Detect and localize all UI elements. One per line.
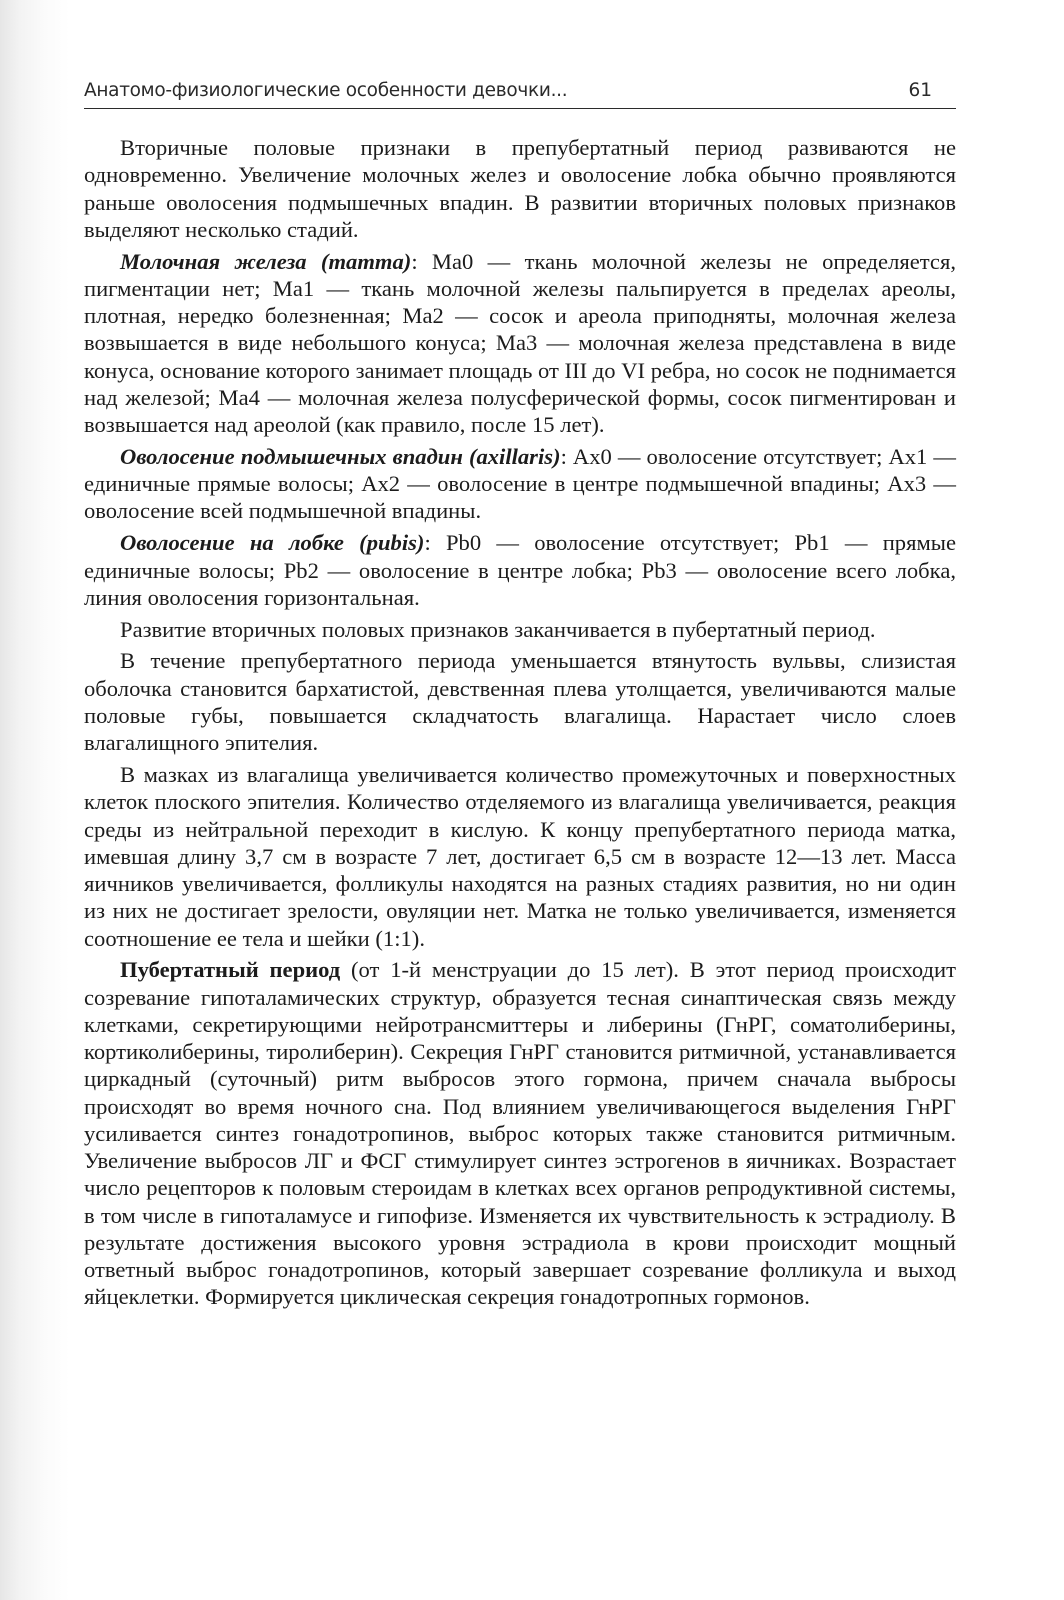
paragraph-intro	[84, 134, 956, 243]
main-text	[84, 134, 956, 1315]
paragraph-pubertal	[84, 956, 956, 1310]
paragraph-text: Вторичные половые признаки в препубертатный период развиваются не одновременно. Увеличение молочных желез и оволосение лобка обычно проявляются раньше оволосения подмышечных впадин. В развитии вторичных половых признаков выделяют несколько стадий.	[84, 135, 956, 242]
paragraph-text: : Pb0 — оволосение отсутствует; Pb1 — прямые единичные волосы; Pb2 — оволосение в центре лобка; Pb3 — оволосение всего лобка, линия оволосения горизонтальная.	[84, 530, 956, 610]
paragraph-text: : Ax0 — оволосение отсутствует; Ax1 — единичные прямые волосы; Ax2 — оволосение в центре подмышечной впадины; Ax3 — оволосение всей подмышечной впадины.	[84, 443, 956, 524]
paragraph-text: В мазках из влагалища увеличивается количество промежуточных и поверхностных клеток плоского эпителия. Количество отделяемого из влагалища увеличивается, реакция среды из нейтральной переходит в кислую. К концу препубертатного периода матка, имевшая длину 3,7 см в возрасте 7 лет, достигает 6,5 см в возрасте 12—13 лет. Масса яичников увеличивается, фолликулы находятся на разных стадиях развития, но ни один из них не достигает зрелости, овуляции нет. Матка не только увеличивается, изменяется соотношение ее тела и шейки (1:1).	[84, 762, 956, 951]
paragraph-axillaris	[84, 443, 956, 525]
term-mamma: Молочная железа (mamma)	[120, 248, 412, 274]
paragraph-completion	[84, 616, 956, 643]
paragraph-mamma	[84, 248, 956, 439]
running-title: Анатомо-физиологические особенности девочки...	[84, 80, 568, 101]
paragraph-vulva	[84, 647, 956, 756]
paragraph-smears	[84, 761, 956, 952]
paragraph-text: : Ma0 — ткань молочной железы не определяется, пигментации нет; Ma1 — ткань молочной железы пальпируется в пределах ареолы, плотная, нередко болезненная; Ma2 — сосок и ареола приподняты, молочная железа возвышается в виде небольшого конуса; Ma3 — молочная железа представлена в виде конуса, основание которого занимает площадь от III до VI ребра, но сосок не поднимается над железой; Ma4 — молочная железа полусферической формы, сосок пигментирован и возвышается над ареолой (как правило, после 15 лет).	[84, 248, 956, 438]
paragraph-text: В течение препубертатного периода уменьшается втянутость вульвы, слизистая оболочка становится бархатистой, девственная плева утолщается, увеличиваются малые половые губы, повышается складчатость влагалища. Нарастает число слоев влагалищного эпителия.	[84, 648, 956, 756]
term-pubis: Оволосение на лобке (pubis)	[120, 530, 425, 556]
paragraph-pubis	[84, 529, 956, 611]
page-number: 61	[908, 80, 932, 101]
running-header	[84, 76, 956, 109]
paragraph-text: Развитие вторичных половых признаков заканчивается в пубертатный период.	[120, 616, 876, 642]
paragraph-text: (от 1-й менструации до 15 лет). В этот период происходит созревание гипоталамических структур, образуется тесная синаптическая связь между клетками, секретирующими нейротрансмиттеры и либерины (ГнРГ, соматолиберины, кортиколиберины, тиролиберин). Секреция ГнРГ становится ритмичной, устанавливается циркадный (суточный) ритм выбросов этого гормона, причем сначала выбросы происходят во время ночного сна. Под влиянием увеличивающегося выделения ГнРГ усиливается синтез гонадотропинов, выброс которых также становится ритмичным. Увеличение выбросов ЛГ и ФСГ стимулирует синтез эстрогенов в яичниках. Возрастает число рецепторов к половым стероидам в клетках всех органов репродуктивной системы, в том числе в гипоталамусе и гипофизе. Изменяется их чувствительность к эстрадиолу. В результате достижения высокого уровня эстрадиола в крови происходит мощный ответный выброс гонадотропинов, который завершает созревание фолликула и выход яйцеклетки. Формируется циклическая секреция гонадотропных гормонов.	[84, 957, 956, 1310]
term-pubertal-period: Пубертатный период	[120, 957, 341, 983]
term-axillaris: Оволосение подмышечных впадин (axillaris)	[120, 443, 561, 469]
